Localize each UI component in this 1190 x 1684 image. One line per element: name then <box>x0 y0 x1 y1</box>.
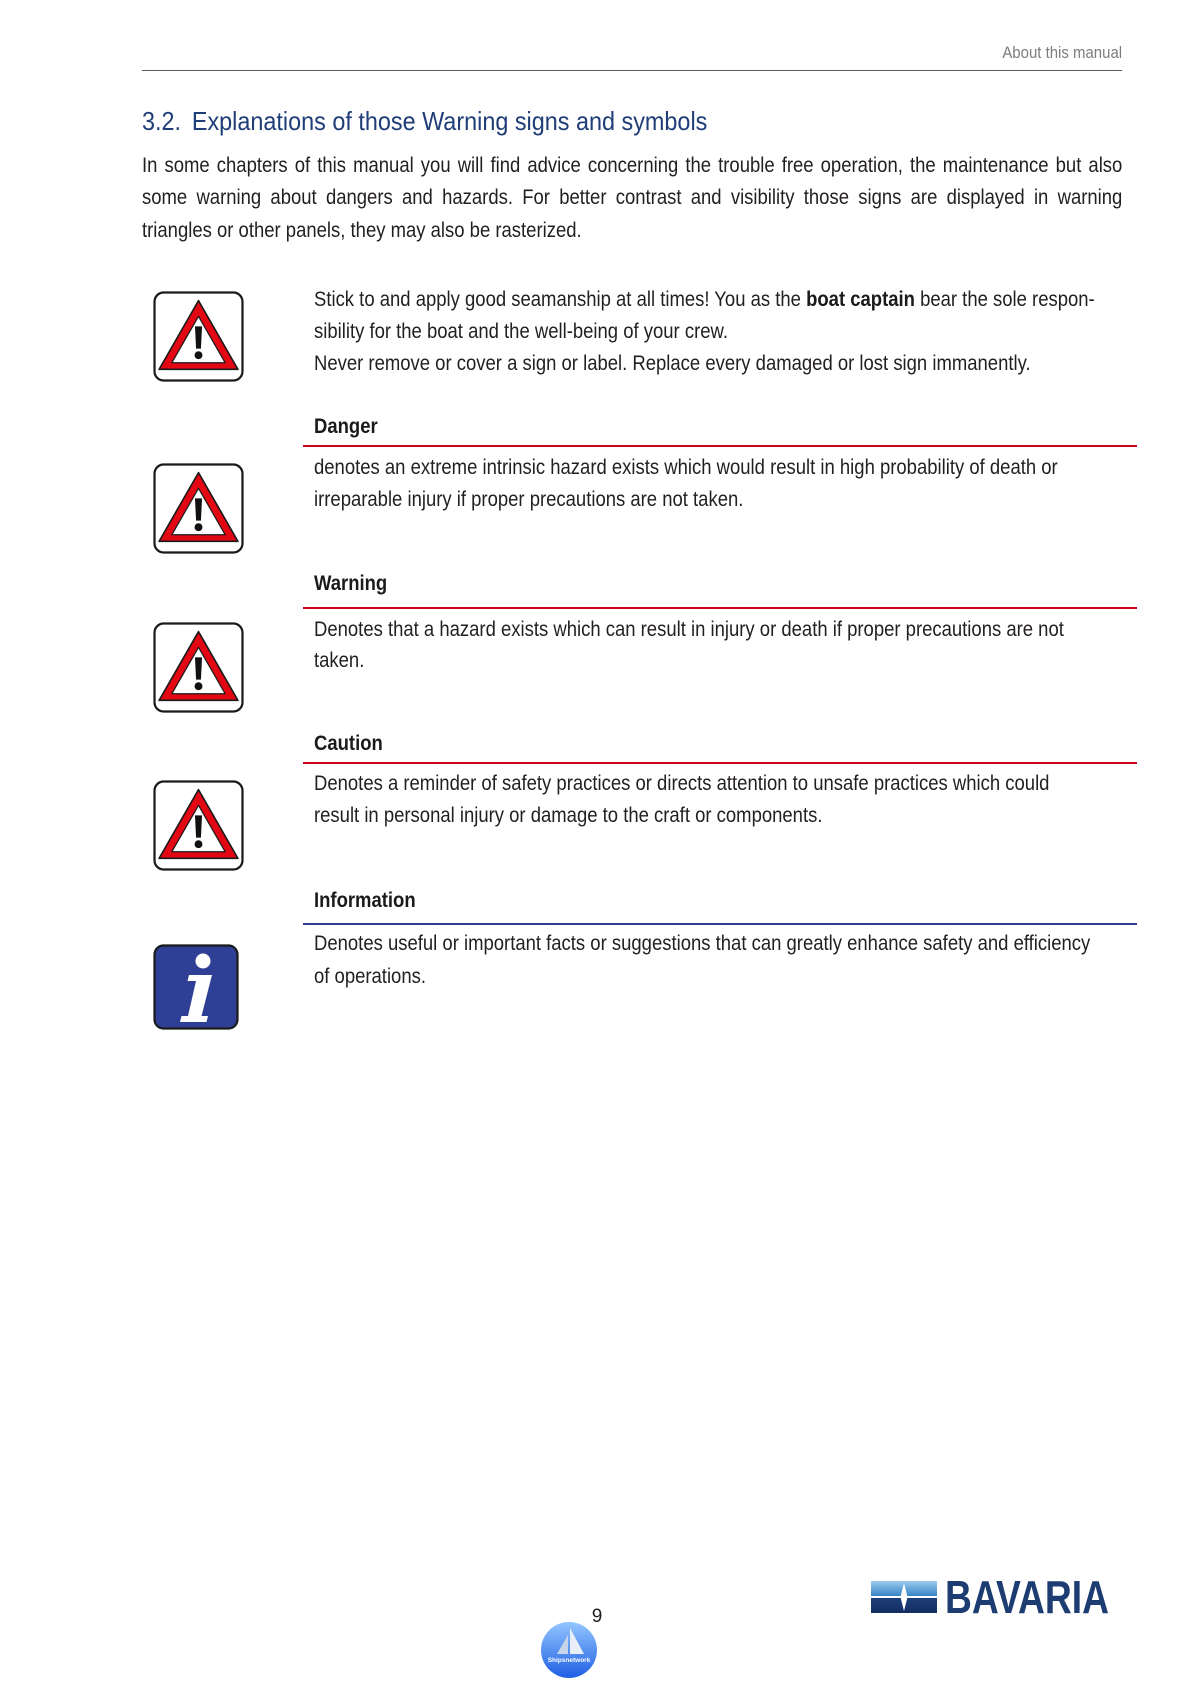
running-header: About this manual <box>1002 43 1122 62</box>
exclamation-mark <box>195 657 202 679</box>
warning-triangle-icon <box>153 622 244 713</box>
intro-line-1: In some chapters of this manual you will find advice concerning the trouble free operation, the maintenance but also <box>142 154 1123 177</box>
section-number: 3.2. <box>142 106 182 136</box>
info-letter-dot <box>196 954 211 969</box>
bavaria-logo <box>871 1571 1111 1623</box>
danger-text-line-1: denotes an extreme intrinsic hazard exists which would result in high probability of death or <box>314 456 1058 479</box>
intro-line-2: some warning about dangers and hazards. For better contrast and visibility those signs are displayed in warning <box>142 186 1123 209</box>
header-rule <box>142 70 1122 71</box>
warning-text-line-2: taken. <box>314 649 365 672</box>
exclamation-mark <box>195 815 202 837</box>
information-icon <box>153 944 239 1030</box>
information-rule <box>303 923 1137 925</box>
warning-triangle-icon <box>153 291 244 382</box>
exclamation-dot <box>195 523 203 531</box>
general-notice-line-2: sibility for the boat and the well-being of your crew. <box>314 320 728 343</box>
general-notice-text: bear the sole respon- <box>914 288 1095 311</box>
section-title <box>142 104 707 138</box>
exclamation-mark <box>195 326 202 348</box>
information-text-line-1: Denotes useful or important facts or suggestions that can greatly enhance safety and efficiency <box>314 932 1091 955</box>
general-notice-line-3: Never remove or cover a sign or label. Replace every damaged or lost sign immanently. <box>314 352 1031 375</box>
caution-text-line-1: Denotes a reminder of safety practices or directs attention to unsafe practices which could <box>314 772 1050 795</box>
page-number: 9 <box>591 1606 603 1627</box>
warning-heading: Warning <box>314 572 388 595</box>
general-notice-text: Stick to and apply good seamanship at all times! You as the <box>314 288 807 311</box>
section-title-text: Explanations of those Warning signs and symbols <box>191 106 708 136</box>
caution-text-line-2: result in personal injury or damage to the craft or components. <box>314 804 823 827</box>
warning-triangle-icon <box>153 780 244 871</box>
danger-heading: Danger <box>314 415 378 438</box>
caution-heading: Caution <box>314 732 383 755</box>
danger-rule <box>303 445 1137 447</box>
watermark-text: Shipsnetwork <box>547 1657 591 1664</box>
general-notice-line-1 <box>314 284 1137 316</box>
warning-text-line-1: Denotes that a hazard exists which can result in injury or death if proper precautions are not <box>314 618 1064 641</box>
brand-wordmark: BAVARIA <box>945 1571 1109 1623</box>
watermark-disc <box>541 1622 597 1678</box>
exclamation-dot <box>195 840 203 848</box>
information-text-line-2: of operations. <box>314 965 426 988</box>
information-heading: Information <box>314 889 416 912</box>
exclamation-mark <box>195 498 202 520</box>
boat-captain-emphasis: boat captain <box>806 288 915 311</box>
intro-line-3: triangles or other panels, they may also be rasterized. <box>142 219 582 242</box>
caution-rule <box>303 762 1137 764</box>
warning-rule <box>303 607 1137 609</box>
exclamation-dot <box>195 351 203 359</box>
exclamation-dot <box>195 682 203 690</box>
warning-triangle-icon <box>153 463 244 554</box>
shipsnetwork-watermark <box>539 1620 599 1680</box>
danger-text-line-2: irreparable injury if proper precautions are not taken. <box>314 488 744 511</box>
